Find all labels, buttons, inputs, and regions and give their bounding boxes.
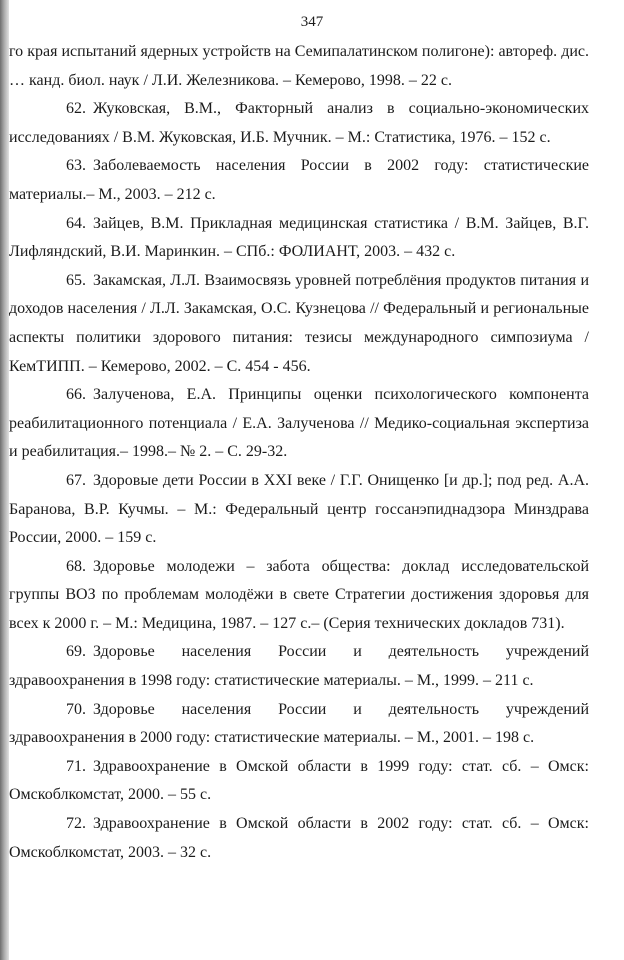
bibliography-entry-67: [9, 467, 589, 553]
entry-number: 66.: [66, 386, 86, 404]
entry-number: 65.: [66, 271, 86, 289]
entry-text: Здоровые дети России в XXI веке / Г.Г. Онищенко [и др.]; под ред. А.А. Баранова, В.Р. Кучмы. – М.: Федеральный центр госсанэпиднадзора Минздрава России, 2000. – 159 с.: [9, 471, 589, 547]
entry-text: Здравоохранение в Омской области в 2002 году: стат. сб. – Омск: Омскоблкомстат, 2003. – 32 с.: [9, 815, 589, 861]
entry-text: Закамская, Л.Л. Взаимосвязь уровней потреблёния продуктов питания и доходов населения / Л.Л. Закамская, О.С. Кузнецова // Федеральный и региональные аспекты политики здорового питания: тезисы международного симпозиума / КемТИПП. – Кемерово, 2002. – С. 454 - 456.: [9, 271, 589, 375]
entry-text: Жуковская, В.М., Факторный анализ в социально-экономических исследованиях / В.М. Жуковская, И.Б. Мучник. – М.: Статистика, 1976. – 152 с.: [9, 100, 589, 146]
bibliography-entry-64: [9, 210, 589, 267]
bibliography-entry-71: [9, 753, 589, 810]
entry-text: Залученова, Е.А. Принципы оценки психологического компонента реабилитационного потенциала / Е.А. Залученова // Медико-социальная экспертиза и реабилитация.– 1998.– № 2. – С. 29-32.: [9, 386, 589, 461]
entry-number: 72.: [66, 815, 86, 833]
entry-text: Здоровье населения России и деятельность учреждений здравоохранения в 2000 году: статистические материалы. – М., 2001. – 198 с.: [9, 700, 589, 747]
entry-number: 69.: [66, 643, 86, 661]
bibliography-entry-continued: [9, 38, 589, 95]
entry-text: го края испытаний ядерных устройств на Семипалатинском полигоне): автореф. дис. … канд. биол. наук / Л.И. Железникова. – Кемерово, 1998. – 22 с.: [9, 43, 589, 89]
page-number: 347: [300, 14, 324, 30]
entry-number: 64.: [66, 214, 86, 232]
bibliography-entry-66: [9, 381, 589, 467]
bibliography-entry-62: [9, 95, 589, 152]
entry-text: Здоровье молодежи – забота общества: доклад исследовательской группы ВОЗ по проблемам молодёжи в свете Стратегии достижения здоровья для всех к 2000 г. – М.: Медицина, 1987. – 127 с.– (Серия технических докладов 731).: [9, 557, 589, 632]
page-binding-edge: [0, 0, 9, 960]
bibliography-list: [9, 38, 589, 867]
entry-number: 71.: [66, 757, 86, 775]
entry-number: 68.: [66, 557, 86, 575]
entry-number: 70.: [66, 700, 86, 718]
bibliography-entry-65: [9, 267, 589, 381]
entry-number: 63.: [66, 157, 86, 175]
entry-text: Заболеваемость населения России в 2002 году: статистические материалы.– М., 2003. – 212 с.: [9, 157, 589, 203]
bibliography-entry-69: [9, 638, 589, 695]
entry-text: Здоровье населения России и деятельность учреждений здравоохранения в 1998 году: статистические материалы. – М., 1999. – 211 с.: [9, 643, 589, 690]
entry-text: Здравоохранение в Омской области в 1999 году: стат. сб. – Омск: Омскоблкомстат, 2000. – 55 с.: [9, 757, 589, 804]
bibliography-entry-70: [9, 696, 589, 753]
bibliography-entry-68: [9, 553, 589, 639]
entry-text: Зайцев, В.М. Прикладная медицинская статистика / В.М. Зайцев, В.Г. Лифляндский, В.И. Маринкин. – СПб.: ФОЛИАНТ, 2003. – 432 с.: [9, 214, 589, 261]
entry-number: 62.: [66, 100, 86, 118]
bibliography-entry-63: [9, 152, 589, 209]
bibliography-entry-72: [9, 810, 589, 867]
entry-number: 67.: [66, 471, 86, 489]
